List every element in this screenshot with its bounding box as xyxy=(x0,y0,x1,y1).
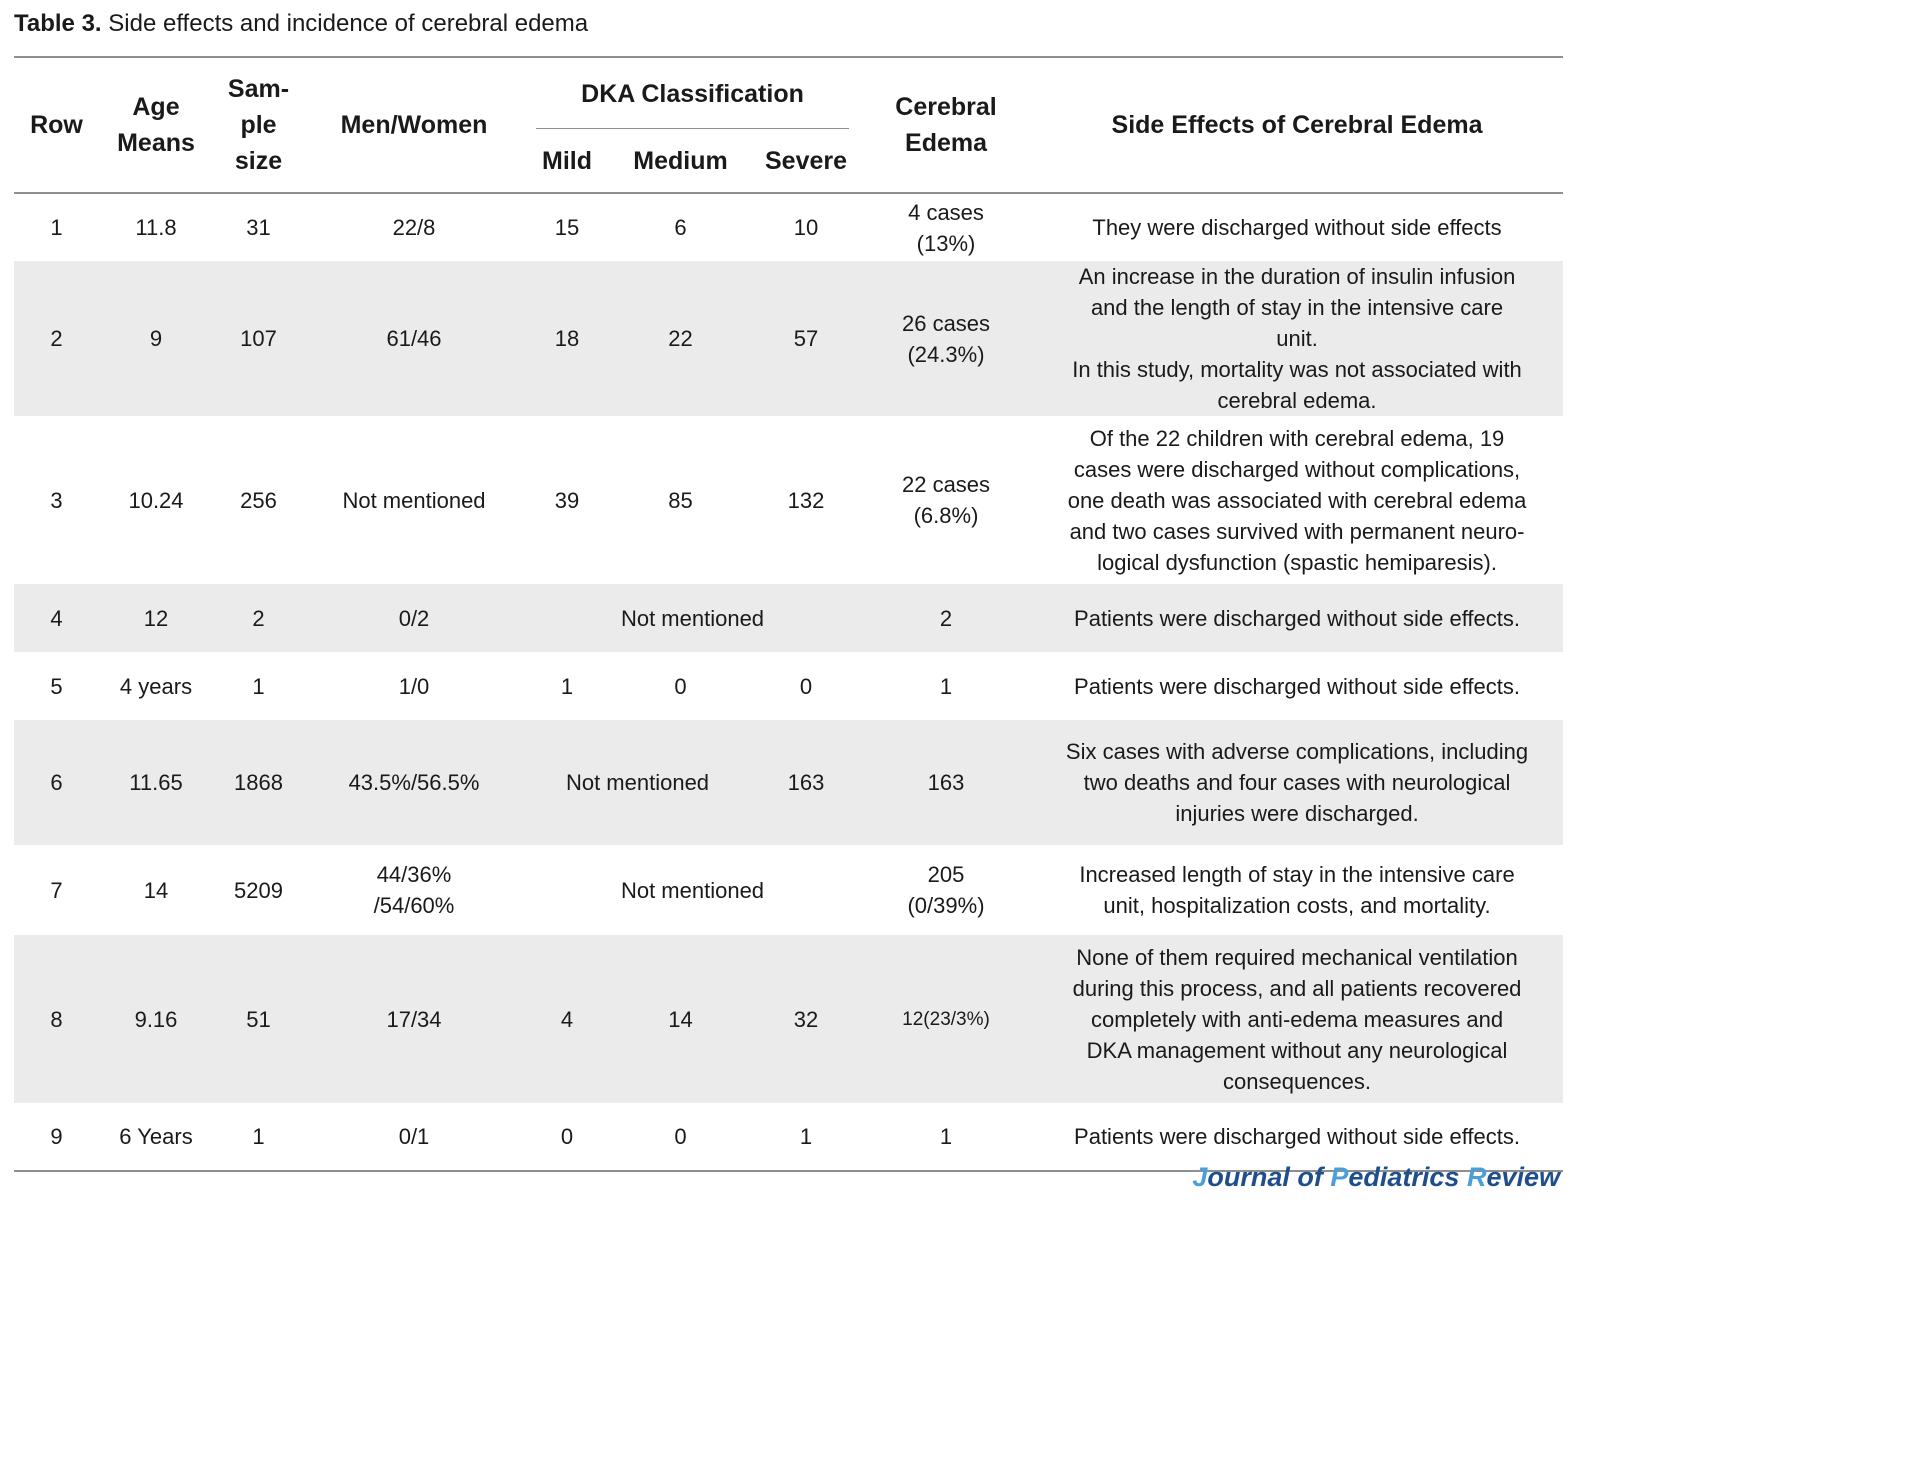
caption-label: Table 3. xyxy=(14,10,102,37)
header-men-women: Men/Women xyxy=(304,57,524,193)
cell-effects: Increased length of stay in the intensive care unit, hospitalization costs, and mortality. xyxy=(1079,862,1515,918)
header-group-divider xyxy=(536,128,849,129)
cell-effects: None of them required mechanical ventilation during this process, and all patients recovered completely with anti-edema measures and DKA management without any neurological consequences. xyxy=(1031,935,1563,1103)
cell-severe: 10 xyxy=(793,215,819,240)
cell-mild: 15 xyxy=(554,215,580,240)
cell-medium: 0 xyxy=(674,673,687,699)
cell-age: 6 Years xyxy=(99,1103,213,1171)
table-caption xyxy=(14,8,588,40)
table-row xyxy=(14,652,1563,720)
cell-row: 4 xyxy=(14,584,99,652)
cell-age: 12 xyxy=(99,584,213,652)
header-severe: Severe xyxy=(751,129,861,193)
cell-mild: 4 xyxy=(524,935,610,1103)
header-sample-size: Sam- ple size xyxy=(213,57,304,193)
cell-effects: Patients were discharged without side effects. xyxy=(1074,673,1520,699)
cell-sex: 0/1 xyxy=(304,1103,524,1171)
table-row xyxy=(14,845,1563,935)
cell-age: 4 years xyxy=(119,673,193,699)
cell-sex: 61/46 xyxy=(304,261,524,416)
cell-medium: 0 xyxy=(610,1103,751,1171)
cell-medium: 14 xyxy=(610,935,751,1103)
header-dka-classification: DKA Classification xyxy=(524,57,861,129)
data-table xyxy=(14,56,1563,1172)
cell-sex: Not mentioned xyxy=(342,487,486,513)
cell-sample: 5209 xyxy=(234,877,283,903)
cell-sex: 44/36% /54/60% xyxy=(373,862,455,918)
cell-mild: 0 xyxy=(524,1103,610,1171)
cell-effects: Patients were discharged without side effects. xyxy=(1031,1103,1563,1171)
cell-edema: 22 cases (6.8%) xyxy=(901,472,991,528)
cell-age: 11.65 xyxy=(99,720,213,845)
cell-severe: 57 xyxy=(751,261,861,416)
cell-effects: Patients were discharged without side effects. xyxy=(1031,584,1563,652)
cell-effects: They were discharged without side effects xyxy=(1092,215,1502,240)
cell-edema: 1 xyxy=(939,673,953,699)
cell-age: 10.24 xyxy=(128,487,184,513)
cell-sample: 2 xyxy=(213,584,304,652)
cell-sample: 51 xyxy=(213,935,304,1103)
cell-dka-merged: Not mentioned xyxy=(524,720,751,845)
cell-sample: 1868 xyxy=(213,720,304,845)
cell-edema: 1 xyxy=(861,1103,1031,1171)
table-row xyxy=(14,584,1563,652)
cell-age: 9.16 xyxy=(99,935,213,1103)
cell-sample: 1 xyxy=(252,673,265,699)
cell-row: 1 xyxy=(50,215,63,240)
cell-edema: 163 xyxy=(861,720,1031,845)
cell-sex: 1/0 xyxy=(398,673,430,699)
cell-sample: 107 xyxy=(213,261,304,416)
cell-effects: Six cases with adverse complications, including two deaths and four cases with neurological injuries were discharged. xyxy=(1031,720,1563,845)
cell-sample: 256 xyxy=(240,487,277,513)
cell-severe: 132 xyxy=(787,487,825,513)
table-row xyxy=(14,1103,1563,1171)
cell-dka-merged: Not mentioned xyxy=(620,877,765,903)
cell-sex: 43.5%/56.5% xyxy=(304,720,524,845)
header-medium: Medium xyxy=(610,129,751,193)
cell-mild: 39 xyxy=(554,487,580,513)
cell-mild: 1 xyxy=(560,673,574,699)
table-row xyxy=(14,193,1563,261)
cell-effects: An increase in the duration of insulin infusion and the length of stay in the intensive care unit. In this study, mortality was not associated with cerebral edema. xyxy=(1031,261,1563,416)
cell-severe: 1 xyxy=(751,1103,861,1171)
cell-age: 14 xyxy=(143,877,169,903)
cell-row: 6 xyxy=(14,720,99,845)
cell-sample: 31 xyxy=(246,215,271,240)
cell-medium: 85 xyxy=(668,487,693,513)
cell-effects: Of the 22 children with cerebral edema, 19 cases were discharged without complications, one death was associated with cerebral edema and two cases survived with permanent neuro- logical dysfunction (spastic hemiparesis). xyxy=(1067,425,1527,575)
cell-severe: 32 xyxy=(751,935,861,1103)
header-row: Row xyxy=(14,57,99,193)
cell-medium: 22 xyxy=(610,261,751,416)
cell-edema: 4 cases (13%) xyxy=(908,199,984,256)
cell-edema: 26 cases (24.3%) xyxy=(861,261,1031,416)
cell-dka-merged: Not mentioned xyxy=(524,584,861,652)
cell-mild: 18 xyxy=(524,261,610,416)
cell-row: 5 xyxy=(50,673,63,699)
cell-edema: 12(23/3%) xyxy=(861,935,1031,1103)
table-row xyxy=(14,261,1563,416)
cell-row: 2 xyxy=(14,261,99,416)
caption-text: Side effects and incidence of cerebral edema xyxy=(101,10,589,37)
cell-sex: 22/8 xyxy=(392,215,436,240)
cell-edema: 2 xyxy=(861,584,1031,652)
header-age-means: Age Means xyxy=(99,57,213,193)
journal-brand: Journal of Pediatrics Review xyxy=(1192,1162,1560,1192)
header-cerebral-edema: Cerebral Edema xyxy=(861,57,1031,193)
cell-edema: 205 (0/39%) xyxy=(907,862,985,918)
cell-sex: 17/34 xyxy=(304,935,524,1103)
cell-severe: 0 xyxy=(799,673,813,699)
table-row xyxy=(14,416,1563,584)
cell-sex: 0/2 xyxy=(304,584,524,652)
cell-row: 8 xyxy=(14,935,99,1103)
cell-medium: 6 xyxy=(674,215,687,240)
cell-row: 3 xyxy=(50,487,63,513)
table-row xyxy=(14,935,1563,1103)
header-side-effects: Side Effects of Cerebral Edema xyxy=(1031,57,1563,193)
header-mild: Mild xyxy=(524,129,610,193)
cell-severe: 163 xyxy=(751,720,861,845)
cell-sample: 1 xyxy=(213,1103,304,1171)
cell-age: 11.8 xyxy=(135,215,177,240)
table-row xyxy=(14,720,1563,845)
cell-age: 9 xyxy=(99,261,213,416)
cell-row: 9 xyxy=(14,1103,99,1171)
cell-row: 7 xyxy=(50,877,63,903)
